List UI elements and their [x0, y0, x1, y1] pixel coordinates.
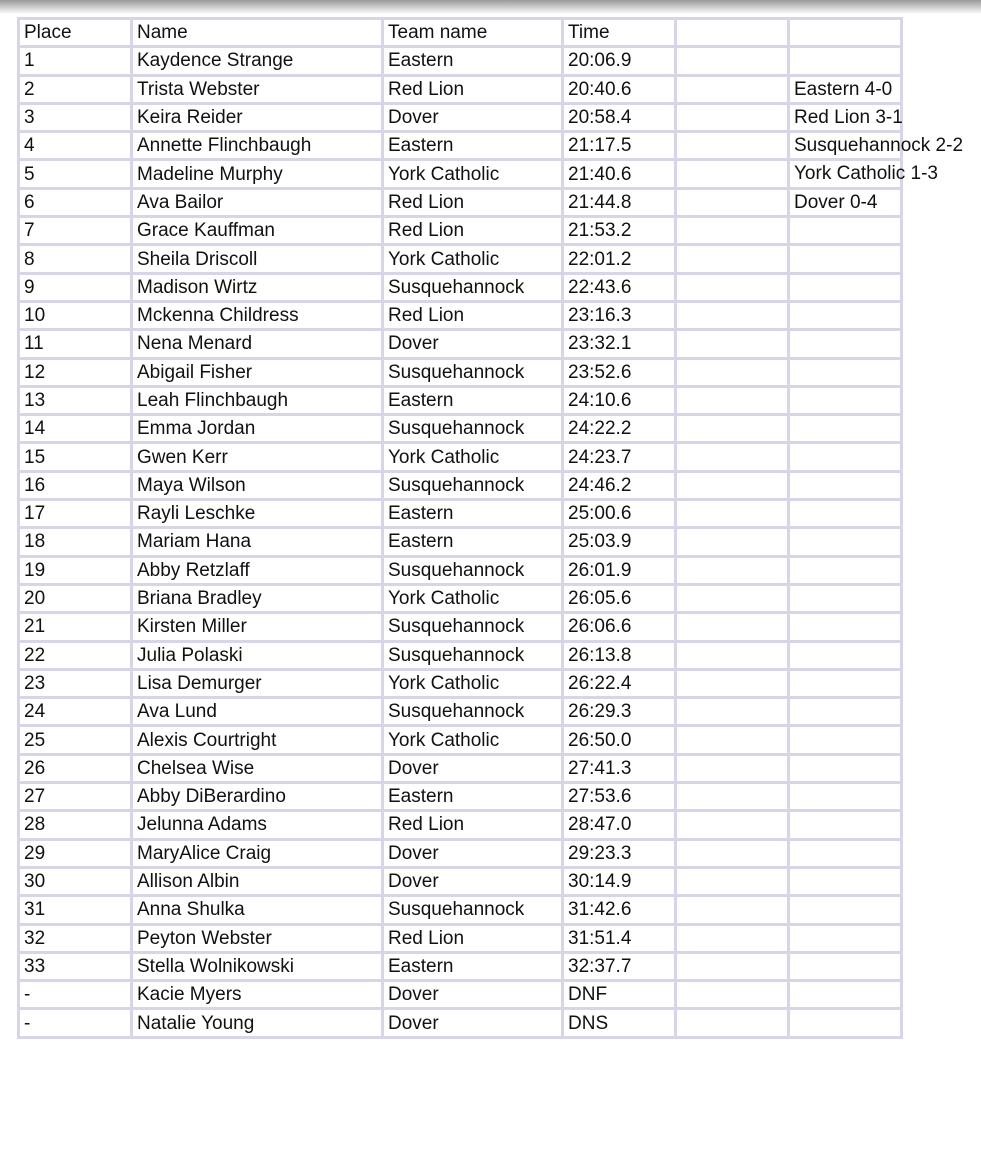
empty-cell[interactable]: [676, 754, 789, 782]
time-cell[interactable]: 24:10.6: [563, 386, 676, 414]
table-row: [19, 698, 902, 726]
team-cell[interactable]: Eastern: [383, 386, 563, 414]
place-cell[interactable]: -: [19, 981, 132, 1009]
team-cell[interactable]: Red Lion: [383, 301, 563, 329]
name-cell[interactable]: Kacie Myers: [132, 981, 383, 1009]
table-row: [19, 500, 902, 528]
time-cell[interactable]: 20:40.6: [563, 75, 676, 103]
team-cell[interactable]: Dover: [383, 330, 563, 358]
empty-cell[interactable]: [676, 386, 789, 414]
table-row: [19, 783, 902, 811]
name-cell[interactable]: Maya Wilson: [132, 471, 383, 499]
standings-cell[interactable]: [789, 132, 964, 160]
table-row: [19, 981, 902, 1009]
empty-cell[interactable]: [676, 358, 789, 386]
team-cell[interactable]: Dover: [383, 839, 563, 867]
standings-cell[interactable]: [789, 75, 902, 103]
time-cell[interactable]: 21:53.2: [563, 217, 676, 245]
name-cell[interactable]: Grace Kauffman: [132, 217, 383, 245]
team-standing: York Catholic 1-3: [794, 163, 938, 185]
time-cell[interactable]: 28:47.0: [563, 811, 676, 839]
header-place[interactable]: Place: [19, 19, 132, 47]
place-cell[interactable]: 22: [19, 641, 132, 669]
table-row: [19, 754, 902, 782]
standings-cell[interactable]: [789, 839, 902, 867]
team-cell[interactable]: Eastern: [383, 783, 563, 811]
team-cell[interactable]: York Catholic: [383, 160, 563, 188]
place-cell[interactable]: 13: [19, 386, 132, 414]
standings-cell[interactable]: [789, 103, 902, 131]
empty-cell[interactable]: [676, 75, 789, 103]
name-cell[interactable]: Trista Webster: [132, 75, 383, 103]
team-cell[interactable]: Susquehannock: [383, 471, 563, 499]
standings-cell[interactable]: [789, 669, 902, 697]
standings-cell[interactable]: [789, 217, 902, 245]
time-cell[interactable]: 26:06.6: [563, 613, 676, 641]
name-cell[interactable]: Madeline Murphy: [132, 160, 383, 188]
name-cell[interactable]: Madison Wirtz: [132, 273, 383, 301]
empty-cell[interactable]: [676, 981, 789, 1009]
team-cell[interactable]: Red Lion: [383, 811, 563, 839]
table-row: [19, 273, 902, 301]
name-cell[interactable]: Allison Albin: [132, 867, 383, 895]
team-cell[interactable]: Red Lion: [383, 217, 563, 245]
name-cell[interactable]: Ava Lund: [132, 698, 383, 726]
name-cell[interactable]: Stella Wolnikowski: [132, 952, 383, 980]
team-cell[interactable]: York Catholic: [383, 669, 563, 697]
time-cell[interactable]: 27:53.6: [563, 783, 676, 811]
team-cell[interactable]: Dover: [383, 754, 563, 782]
team-cell[interactable]: Eastern: [383, 47, 563, 75]
empty-cell[interactable]: [676, 273, 789, 301]
empty-cell[interactable]: [676, 811, 789, 839]
name-cell[interactable]: Julia Polaski: [132, 641, 383, 669]
header-team-name[interactable]: Team name: [383, 19, 563, 47]
table-row: [19, 217, 902, 245]
place-cell[interactable]: 23: [19, 669, 132, 697]
place-cell[interactable]: 12: [19, 358, 132, 386]
time-cell[interactable]: 21:44.8: [563, 188, 676, 216]
place-cell[interactable]: 17: [19, 500, 132, 528]
team-cell[interactable]: York Catholic: [383, 584, 563, 612]
time-cell[interactable]: 21:17.5: [563, 132, 676, 160]
standings-cell[interactable]: [789, 415, 902, 443]
name-cell[interactable]: Kirsten Miller: [132, 613, 383, 641]
empty-cell[interactable]: [676, 556, 789, 584]
team-standing: Dover 0-4: [794, 191, 878, 213]
empty-cell[interactable]: [676, 500, 789, 528]
time-cell[interactable]: 23:16.3: [563, 301, 676, 329]
empty-cell[interactable]: [676, 839, 789, 867]
table-row: [19, 47, 902, 75]
place-cell[interactable]: 3: [19, 103, 132, 131]
results-table: [17, 17, 964, 1039]
team-cell[interactable]: Dover: [383, 1009, 563, 1037]
table-row: [19, 160, 902, 188]
place-cell[interactable]: 31: [19, 896, 132, 924]
team-cell[interactable]: Susquehannock: [383, 358, 563, 386]
name-cell[interactable]: MaryAlice Craig: [132, 839, 383, 867]
place-cell[interactable]: 28: [19, 811, 132, 839]
standings-cell[interactable]: [789, 754, 902, 782]
header-time[interactable]: Time: [563, 19, 676, 47]
table-row: [19, 358, 902, 386]
name-cell[interactable]: Mariam Hana: [132, 528, 383, 556]
place-cell[interactable]: -: [19, 1009, 132, 1037]
table-row: [19, 584, 902, 612]
empty-cell[interactable]: [676, 896, 789, 924]
place-cell[interactable]: 7: [19, 217, 132, 245]
name-cell[interactable]: Briana Bradley: [132, 584, 383, 612]
name-cell[interactable]: Natalie Young: [132, 1009, 383, 1037]
table-row: [19, 103, 902, 131]
name-cell[interactable]: Peyton Webster: [132, 924, 383, 952]
team-cell[interactable]: Eastern: [383, 132, 563, 160]
empty-cell[interactable]: [676, 188, 789, 216]
team-standing: Eastern 4-0: [794, 78, 893, 100]
name-cell[interactable]: Nena Menard: [132, 330, 383, 358]
standings-cell[interactable]: [789, 641, 902, 669]
empty-cell[interactable]: [676, 783, 789, 811]
time-cell[interactable]: 26:05.6: [563, 584, 676, 612]
time-cell[interactable]: 25:00.6: [563, 500, 676, 528]
table-row: [19, 245, 902, 273]
time-cell[interactable]: 24:22.2: [563, 415, 676, 443]
time-cell[interactable]: 25:03.9: [563, 528, 676, 556]
standings-cell[interactable]: [789, 528, 902, 556]
empty-cell[interactable]: [676, 726, 789, 754]
name-cell[interactable]: Jelunna Adams: [132, 811, 383, 839]
place-cell[interactable]: 2: [19, 75, 132, 103]
empty-cell[interactable]: [676, 584, 789, 612]
table-row: [19, 330, 902, 358]
empty-cell[interactable]: [676, 160, 789, 188]
time-cell[interactable]: 31:51.4: [563, 924, 676, 952]
place-cell[interactable]: 9: [19, 273, 132, 301]
header-empty-2[interactable]: [789, 19, 902, 47]
team-cell[interactable]: York Catholic: [383, 245, 563, 273]
standings-cell[interactable]: [789, 500, 902, 528]
empty-cell[interactable]: [676, 698, 789, 726]
time-cell[interactable]: 26:01.9: [563, 556, 676, 584]
name-cell[interactable]: Keira Reider: [132, 103, 383, 131]
name-cell[interactable]: Leah Flinchbaugh: [132, 386, 383, 414]
place-cell[interactable]: 18: [19, 528, 132, 556]
team-cell[interactable]: Red Lion: [383, 924, 563, 952]
standings-cell[interactable]: [789, 867, 902, 895]
empty-cell[interactable]: [676, 245, 789, 273]
table-row: [19, 301, 902, 329]
empty-cell[interactable]: [676, 217, 789, 245]
name-cell[interactable]: Ava Bailor: [132, 188, 383, 216]
standings-cell[interactable]: [789, 245, 902, 273]
team-cell[interactable]: Eastern: [383, 528, 563, 556]
empty-cell[interactable]: [676, 924, 789, 952]
place-cell[interactable]: 29: [19, 839, 132, 867]
table-row: [19, 952, 902, 980]
time-cell[interactable]: 23:32.1: [563, 330, 676, 358]
team-cell[interactable]: Susquehannock: [383, 896, 563, 924]
time-cell[interactable]: 26:13.8: [563, 641, 676, 669]
place-cell[interactable]: 8: [19, 245, 132, 273]
header-empty-1[interactable]: [676, 19, 789, 47]
place-cell[interactable]: 24: [19, 698, 132, 726]
empty-cell[interactable]: [676, 47, 789, 75]
time-cell[interactable]: 24:23.7: [563, 443, 676, 471]
time-cell[interactable]: 26:22.4: [563, 669, 676, 697]
table-row: [19, 867, 902, 895]
place-cell[interactable]: 15: [19, 443, 132, 471]
table-row: [19, 556, 902, 584]
name-cell[interactable]: Gwen Kerr: [132, 443, 383, 471]
table-row: [19, 1009, 902, 1037]
time-cell[interactable]: 23:52.6: [563, 358, 676, 386]
standings-cell[interactable]: [789, 952, 902, 980]
table-row: [19, 811, 902, 839]
time-cell[interactable]: 31:42.6: [563, 896, 676, 924]
standings-cell[interactable]: [789, 613, 902, 641]
place-cell[interactable]: 6: [19, 188, 132, 216]
window-top-shadow: [0, 0, 981, 14]
time-cell[interactable]: 20:06.9: [563, 47, 676, 75]
standings-cell[interactable]: [789, 273, 902, 301]
standings-cell[interactable]: [789, 301, 902, 329]
team-cell[interactable]: Susquehannock: [383, 273, 563, 301]
team-cell[interactable]: Dover: [383, 103, 563, 131]
standings-cell[interactable]: [789, 896, 902, 924]
time-cell[interactable]: 22:43.6: [563, 273, 676, 301]
place-cell[interactable]: 5: [19, 160, 132, 188]
team-cell[interactable]: York Catholic: [383, 726, 563, 754]
place-cell[interactable]: 32: [19, 924, 132, 952]
name-cell[interactable]: Anna Shulka: [132, 896, 383, 924]
place-cell[interactable]: 14: [19, 415, 132, 443]
table-row: [19, 471, 902, 499]
standings-cell[interactable]: [789, 471, 902, 499]
team-standing: Susquehannock 2-2: [794, 135, 964, 157]
table-row: [19, 839, 902, 867]
place-cell[interactable]: 16: [19, 471, 132, 499]
name-cell[interactable]: Abby DiBerardino: [132, 783, 383, 811]
team-standing: Red Lion 3-1: [794, 106, 903, 128]
empty-cell[interactable]: [676, 1009, 789, 1037]
header-name[interactable]: Name: [132, 19, 383, 47]
standings-cell[interactable]: [789, 386, 902, 414]
time-cell[interactable]: DNS: [563, 1009, 676, 1037]
team-cell[interactable]: Red Lion: [383, 188, 563, 216]
table-row: [19, 528, 902, 556]
empty-cell[interactable]: [676, 641, 789, 669]
time-cell[interactable]: 27:41.3: [563, 754, 676, 782]
team-cell[interactable]: York Catholic: [383, 443, 563, 471]
standings-cell[interactable]: [789, 358, 902, 386]
empty-cell[interactable]: [676, 443, 789, 471]
team-cell[interactable]: Susquehannock: [383, 698, 563, 726]
empty-cell[interactable]: [676, 415, 789, 443]
team-cell[interactable]: Dover: [383, 981, 563, 1009]
team-cell[interactable]: Susquehannock: [383, 641, 563, 669]
time-cell[interactable]: DNF: [563, 981, 676, 1009]
name-cell[interactable]: Rayli Leschke: [132, 500, 383, 528]
empty-cell[interactable]: [676, 669, 789, 697]
table-row: [19, 443, 902, 471]
empty-cell[interactable]: [676, 471, 789, 499]
place-cell[interactable]: 27: [19, 783, 132, 811]
table-row: [19, 386, 902, 414]
place-cell[interactable]: 25: [19, 726, 132, 754]
table-row: [19, 132, 902, 160]
standings-cell[interactable]: [789, 188, 902, 216]
table-row: [19, 75, 902, 103]
time-cell[interactable]: 30:14.9: [563, 867, 676, 895]
time-cell[interactable]: 26:29.3: [563, 698, 676, 726]
place-cell[interactable]: 10: [19, 301, 132, 329]
standings-cell[interactable]: [789, 698, 902, 726]
empty-cell[interactable]: [676, 952, 789, 980]
empty-cell[interactable]: [676, 103, 789, 131]
place-cell[interactable]: 30: [19, 867, 132, 895]
table-row: [19, 896, 902, 924]
empty-cell[interactable]: [676, 613, 789, 641]
time-cell[interactable]: 20:58.4: [563, 103, 676, 131]
time-cell[interactable]: 22:01.2: [563, 245, 676, 273]
standings-cell[interactable]: [789, 981, 902, 1009]
standings-cell[interactable]: [789, 160, 938, 188]
name-cell[interactable]: Lisa Demurger: [132, 669, 383, 697]
name-cell[interactable]: Emma Jordan: [132, 415, 383, 443]
empty-cell[interactable]: [676, 301, 789, 329]
header-row: [19, 19, 902, 47]
name-cell[interactable]: Chelsea Wise: [132, 754, 383, 782]
team-cell[interactable]: Susquehannock: [383, 556, 563, 584]
time-cell[interactable]: 29:23.3: [563, 839, 676, 867]
table-row: [19, 924, 902, 952]
table-row: [19, 669, 902, 697]
team-cell[interactable]: Eastern: [383, 500, 563, 528]
standings-cell[interactable]: [789, 556, 902, 584]
table-row: [19, 415, 902, 443]
standings-cell[interactable]: [789, 811, 902, 839]
name-cell[interactable]: Mckenna Childress: [132, 301, 383, 329]
name-cell[interactable]: Alexis Courtright: [132, 726, 383, 754]
place-cell[interactable]: 20: [19, 584, 132, 612]
empty-cell[interactable]: [676, 867, 789, 895]
time-cell[interactable]: 24:46.2: [563, 471, 676, 499]
table-row: [19, 641, 902, 669]
name-cell[interactable]: Abby Retzlaff: [132, 556, 383, 584]
table-row: [19, 613, 902, 641]
place-cell[interactable]: 21: [19, 613, 132, 641]
place-cell[interactable]: 4: [19, 132, 132, 160]
standings-cell[interactable]: [789, 330, 902, 358]
empty-cell[interactable]: [676, 528, 789, 556]
standings-cell[interactable]: [789, 443, 902, 471]
place-cell[interactable]: 1: [19, 47, 132, 75]
standings-cell[interactable]: [789, 584, 902, 612]
table-row: [19, 188, 902, 216]
name-cell[interactable]: Sheila Driscoll: [132, 245, 383, 273]
time-cell[interactable]: 21:40.6: [563, 160, 676, 188]
team-cell[interactable]: Dover: [383, 867, 563, 895]
place-cell[interactable]: 11: [19, 330, 132, 358]
time-cell[interactable]: 26:50.0: [563, 726, 676, 754]
empty-cell[interactable]: [676, 330, 789, 358]
standings-cell[interactable]: [789, 924, 902, 952]
standings-cell[interactable]: [789, 47, 902, 75]
team-cell[interactable]: Red Lion: [383, 75, 563, 103]
standings-cell[interactable]: [789, 726, 902, 754]
team-cell[interactable]: Eastern: [383, 952, 563, 980]
place-cell[interactable]: 33: [19, 952, 132, 980]
time-cell[interactable]: 32:37.7: [563, 952, 676, 980]
name-cell[interactable]: Annette Flinchbaugh: [132, 132, 383, 160]
standings-cell[interactable]: [789, 1009, 902, 1037]
team-cell[interactable]: Susquehannock: [383, 613, 563, 641]
standings-cell[interactable]: [789, 783, 902, 811]
empty-cell[interactable]: [676, 132, 789, 160]
table-row: [19, 726, 902, 754]
name-cell[interactable]: Kaydence Strange: [132, 47, 383, 75]
place-cell[interactable]: 26: [19, 754, 132, 782]
team-cell[interactable]: Susquehannock: [383, 415, 563, 443]
name-cell[interactable]: Abigail Fisher: [132, 358, 383, 386]
place-cell[interactable]: 19: [19, 556, 132, 584]
